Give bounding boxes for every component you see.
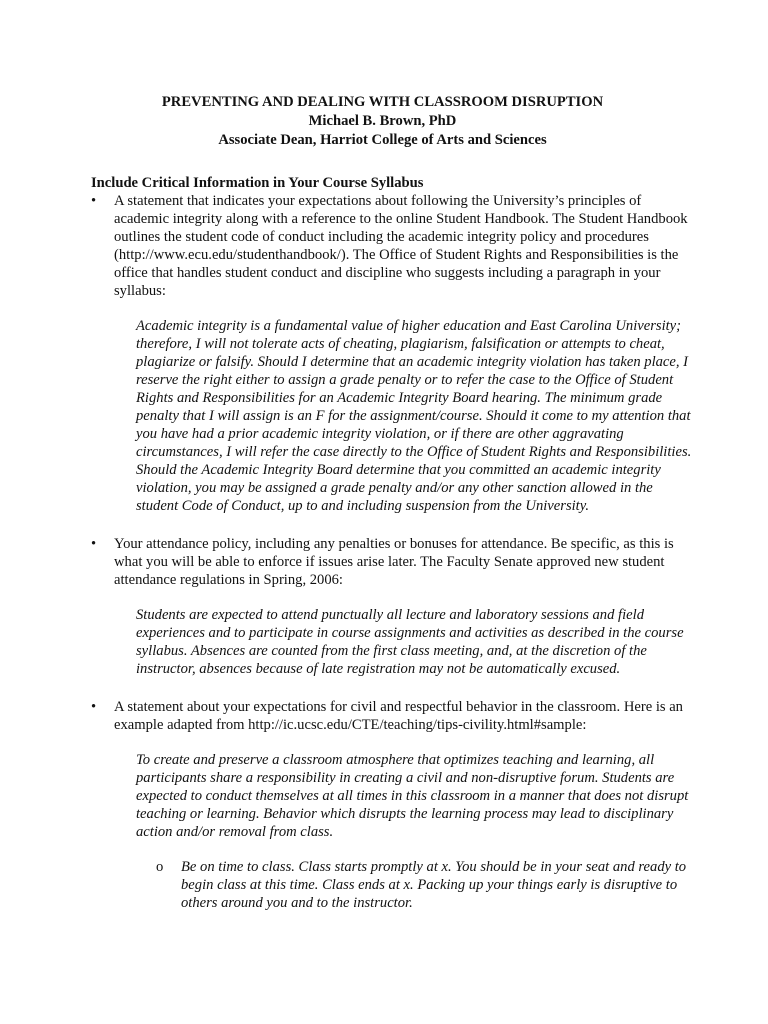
- attendance-quote: Students are expected to attend punctually all lecture and laboratory sessions and field experiences and to participate in course assignments and activities as described in the course syllabus. Absences are counted from the first class meeting, and, at the discretion of the instructor, absences because of late registration may not be automatically excused.: [136, 607, 684, 677]
- civility-quote: To create and preserve a classroom atmosphere that optimizes teaching and learning, all participants share a responsibility in creating a civil and non-disruptive forum. Students are expected to conduct themselves at all times in this classroom in a manner that does not disrupt teaching or learning. Behavior which disrupts the learning process may lead to disciplinary action and/or removal from class.: [136, 752, 689, 840]
- document-title: PREVENTING AND DEALING WITH CLASSROOM DISRUPTION: [161, 94, 604, 110]
- bullet-civility: [91, 698, 692, 734]
- academic-integrity-quote: Academic integrity is a fundamental value of higher education and East Carolina University; therefore, I will not tolerate acts of cheating, plagiarism, falsification or attempts to cheat, plagiarize or falsify. Should I determine that an academic integrity violation has taken place, I reserve the right either to assign a grade penalty or to refer the case to the Office of Student Rights and Responsibilities for an Academic Integrity Board hearing. The minimum grade penalty that I will assign is an F for the assignment/course. Should it come to my attention that you have had a prior academic integrity violation, or if there are other aggravating circumstances, I will refer the case directly to the Office of Student Rights and Responsibilities. Should the Academic Integrity Board determine that you committed an academic integrity violation, you may be assigned a grade penalty and/or any other sanction allowed in the student Code of Conduct, up to and including suspension from the University.: [136, 318, 692, 514]
- bullet-marker: •: [91, 193, 97, 209]
- bullet-attendance-policy: [91, 535, 692, 589]
- bullet-marker: •: [91, 699, 97, 715]
- sub-bullet-on-time: [156, 858, 692, 912]
- sub-bullet-text: Be on time to class. Class starts promptly at x. You should be in your seat and ready to begin class at this time. Class ends at x. Packing up your things early is disruptive to others around you and to the instructor.: [181, 859, 687, 911]
- bullet-marker: •: [91, 536, 97, 552]
- section-heading: Include Critical Information in Your Course Syllabus: [91, 175, 424, 191]
- author-name: Michael B. Brown, PhD: [308, 113, 457, 129]
- bullet-text: A statement that indicates your expectations about following the University’s principles of academic integrity along with a reference to the online Student Handbook. The Student Handbook outlines the student code of conduct including the academic integrity policy and procedures (http://www.ecu.edu/studenthandbook/). The Office of Student Rights and Responsibilities is the office that handles student conduct and discipline who suggests including a paragraph in your syllabus:: [114, 193, 688, 299]
- author-affiliation: Associate Dean, Harriot College of Arts and Sciences: [218, 132, 547, 148]
- bullet-text: Your attendance policy, including any penalties or bonuses for attendance. Be specific, as this is what you will be able to enforce if issues arise later. The Faculty Senate approved new student attendance regulations in Spring, 2006:: [114, 536, 674, 588]
- sub-bullet-marker: o: [156, 859, 164, 875]
- bullet-academic-integrity: [91, 192, 692, 300]
- title-block: [73, 93, 692, 150]
- bullet-text: A statement about your expectations for civil and respectful behavior in the classroom. Here is an example adapted from http://ic.ucsc.edu/CTE/teaching/tips-civility.html#sample:: [114, 699, 683, 733]
